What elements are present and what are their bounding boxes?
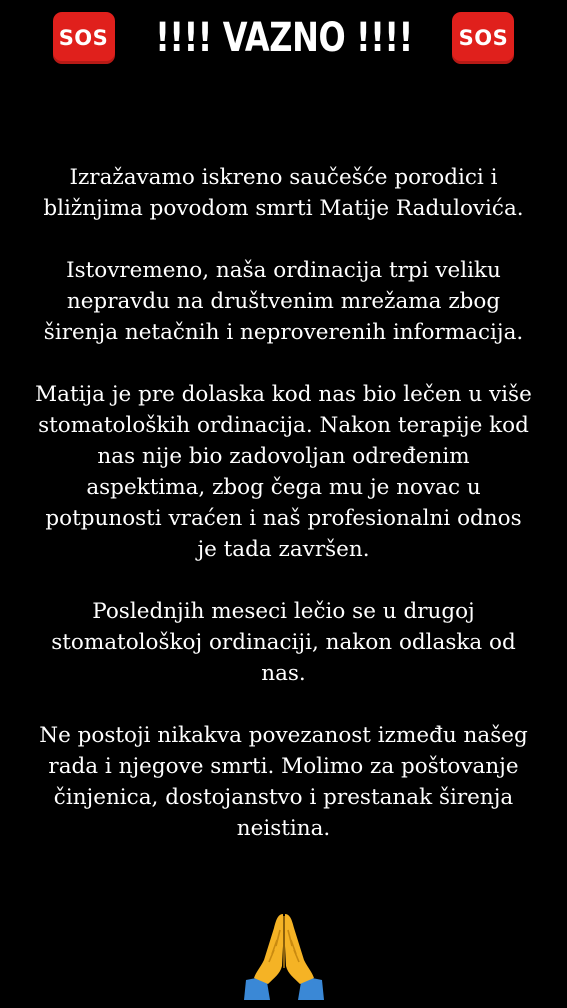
statement-text: [20, 162, 547, 875]
text-line: nas.: [261, 661, 306, 686]
paragraph-injustice: [20, 255, 547, 348]
text-line: rada i njegove smrti. Molimo za poštovanje: [48, 754, 519, 779]
prayer-emoji: [0, 906, 567, 1006]
text-line: nepravdu na društvenim mrežama zbog: [66, 289, 501, 314]
sos-icon: [452, 12, 514, 64]
text-line: Matija je pre dolaska kod nas bio lečen u više: [35, 382, 532, 407]
folded-hands-icon: [236, 906, 332, 1002]
sos-badge-text: SOS: [58, 26, 109, 50]
text-line: Izražavamo iskreno saučešće porodici i: [69, 165, 498, 190]
sos-badge-text: SOS: [458, 26, 509, 50]
left-hand: [254, 914, 283, 984]
text-line: stomatološkoj ordinaciji, nakon odlaska od: [51, 630, 516, 655]
story-header: [0, 10, 567, 66]
text-line: činjenica, dostojanstvo i prestanak širenja: [53, 785, 514, 810]
paragraph-condolences: [20, 162, 547, 224]
text-line: bližnjima povodom smrti Matije Radulovića.: [43, 196, 524, 221]
text-line: Ne postoji nikakva povezanost između našeg: [39, 723, 528, 748]
paragraph-treatment-history: [20, 379, 547, 565]
text-line: stomatoloških ordinacija. Nakon terapije kod: [38, 413, 529, 438]
text-line: neistina.: [236, 816, 331, 841]
text-line: nas nije bio zadovoljan određenim: [97, 444, 470, 469]
right-hand: [285, 914, 314, 984]
text-line: je tada završen.: [197, 537, 370, 562]
text-line: širenja netačnih i neproverenih informacija.: [43, 320, 524, 345]
paragraph-appeal: [20, 720, 547, 844]
header-title: !!!! VAZNO !!!!: [154, 15, 413, 61]
text-line: Poslednjih meseci lečio se u drugoj: [92, 599, 475, 624]
text-line: Istovremeno, naša ordinacija trpi veliku: [66, 258, 501, 283]
text-line: aspektima, zbog čega mu je novac u: [86, 475, 481, 500]
paragraph-other-clinic: [20, 596, 547, 689]
text-line: potpunosti vraćen i naš profesionalni odnos: [45, 506, 522, 531]
sos-icon: [53, 12, 115, 64]
